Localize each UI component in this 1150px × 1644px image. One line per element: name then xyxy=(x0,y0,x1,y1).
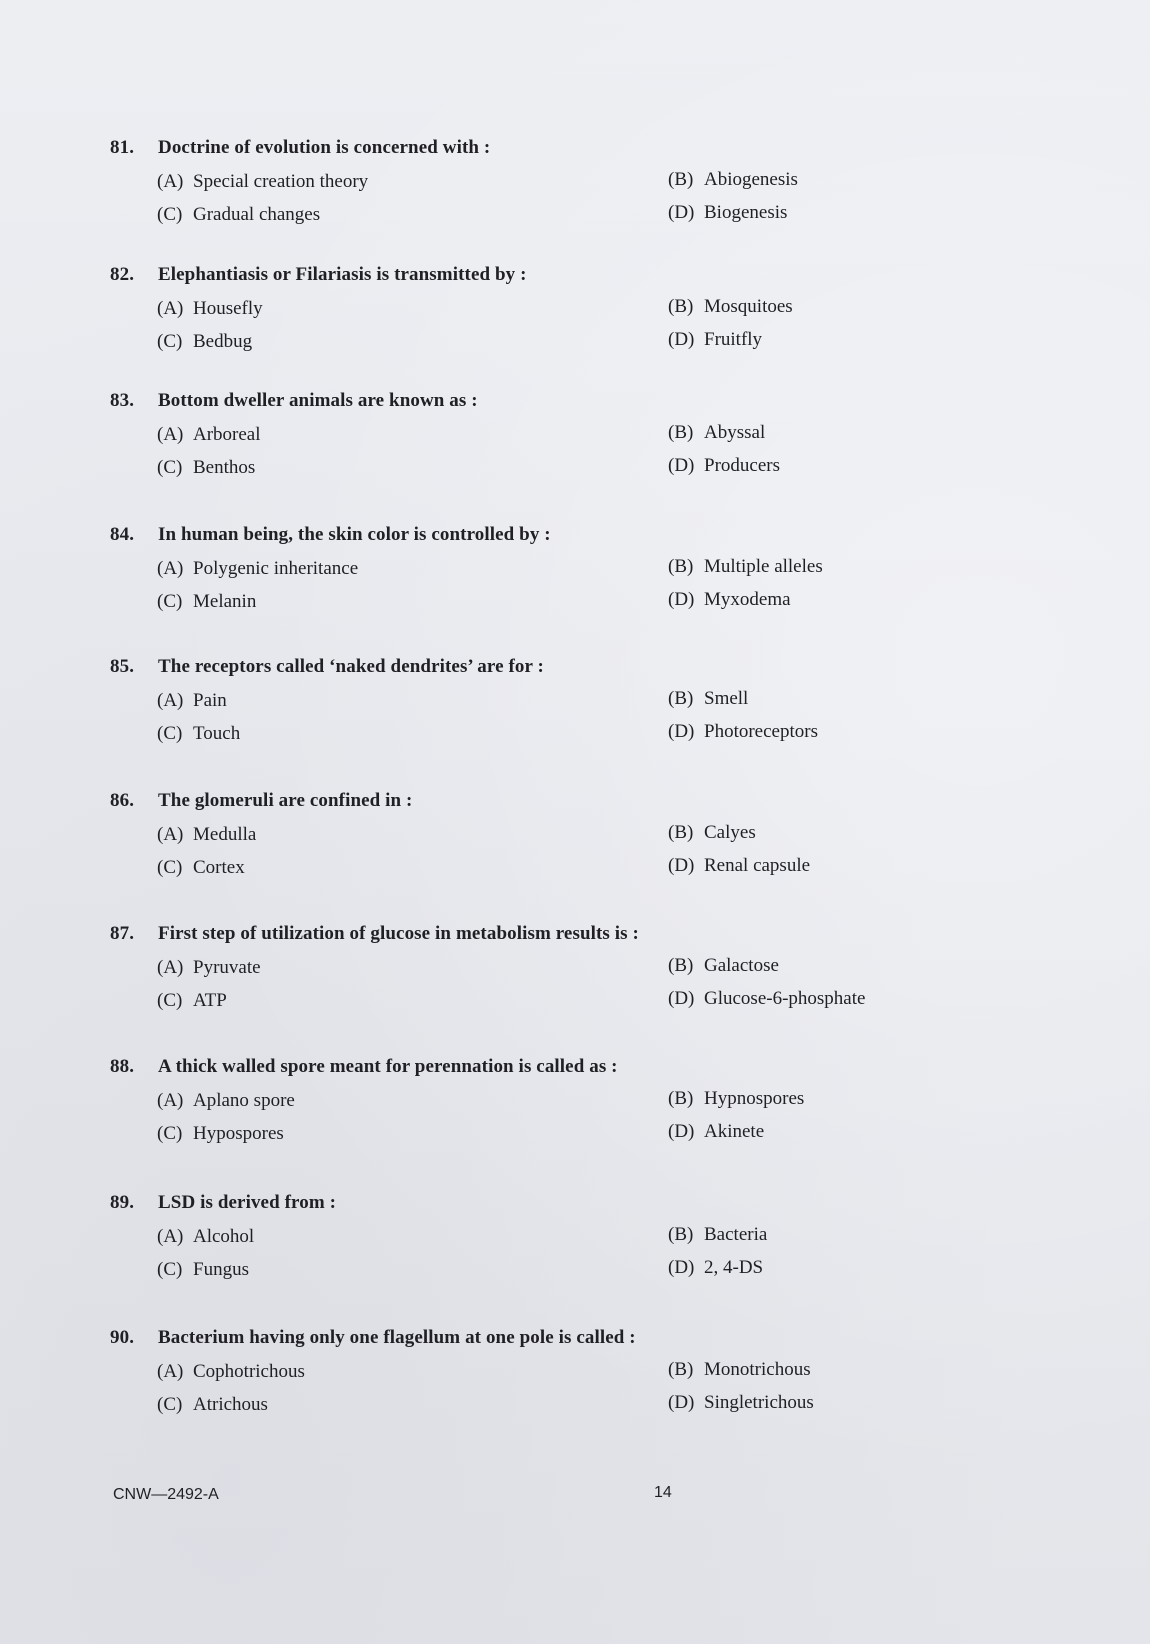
question-number: 84. xyxy=(110,524,135,545)
option-letter: (A) xyxy=(157,558,184,579)
option-a xyxy=(157,1226,254,1248)
option-text: Calyes xyxy=(704,822,756,843)
option-text: Galactose xyxy=(704,955,779,976)
option-letter: (C) xyxy=(157,1259,183,1280)
question-stem xyxy=(110,923,639,945)
option-letter: (D) xyxy=(668,202,695,223)
option-text: 2, 4-DS xyxy=(704,1257,764,1278)
question-text: The receptors called ‘naked dendrites’ are for : xyxy=(158,656,544,677)
option-d xyxy=(668,1392,814,1414)
option-letter: (B) xyxy=(668,1088,694,1109)
option-letter: (C) xyxy=(157,331,183,352)
option-text: Akinete xyxy=(704,1121,765,1142)
option-letter: (A) xyxy=(157,690,184,711)
option-letter: (D) xyxy=(668,455,695,476)
option-text: Cophotrichous xyxy=(193,1361,305,1382)
option-letter: (B) xyxy=(668,688,694,709)
question-text: A thick walled spore meant for perennation is called as : xyxy=(158,1056,618,1077)
option-b xyxy=(668,822,756,844)
question-stem xyxy=(110,264,527,286)
option-letter: (D) xyxy=(668,329,695,350)
option-b xyxy=(668,1359,811,1381)
option-text: Atrichous xyxy=(193,1394,268,1415)
option-letter: (C) xyxy=(157,990,183,1011)
question-text: Bottom dweller animals are known as : xyxy=(158,390,478,411)
option-text: Housefly xyxy=(193,298,263,319)
option-letter: (B) xyxy=(668,556,694,577)
option-letter: (D) xyxy=(668,589,695,610)
option-d xyxy=(668,329,762,351)
option-text: Touch xyxy=(193,723,241,744)
option-letter: (B) xyxy=(668,296,694,317)
question-number: 89. xyxy=(110,1192,135,1213)
question-number: 81. xyxy=(110,137,135,158)
question-text: Doctrine of evolution is concerned with : xyxy=(158,137,491,158)
option-letter: (D) xyxy=(668,988,695,1009)
option-b xyxy=(668,422,765,444)
option-letter: (C) xyxy=(157,857,183,878)
question-number: 86. xyxy=(110,790,135,811)
option-text: Aplano spore xyxy=(193,1090,295,1111)
question-text: The glomeruli are confined in : xyxy=(158,790,413,811)
option-text: Arboreal xyxy=(193,424,261,445)
question-stem xyxy=(110,790,413,812)
option-text: Myxodema xyxy=(704,589,791,610)
question-stem xyxy=(110,1056,618,1078)
option-letter: (A) xyxy=(157,1361,184,1382)
option-text: ATP xyxy=(193,990,227,1011)
question-number: 83. xyxy=(110,390,135,411)
option-letter: (A) xyxy=(157,824,184,845)
question-stem xyxy=(110,1327,636,1349)
option-b xyxy=(668,556,823,578)
question-text: Bacterium having only one flagellum at one pole is called : xyxy=(158,1327,636,1348)
option-b xyxy=(668,169,798,191)
question-stem xyxy=(110,524,551,546)
option-letter: (C) xyxy=(157,457,183,478)
option-letter: (B) xyxy=(668,822,694,843)
option-letter: (B) xyxy=(668,169,694,190)
option-b xyxy=(668,1088,804,1110)
option-a xyxy=(157,957,261,979)
option-text: Polygenic inheritance xyxy=(193,558,359,579)
option-d xyxy=(668,721,818,743)
option-letter: (A) xyxy=(157,1226,184,1247)
option-a xyxy=(157,690,227,712)
option-d xyxy=(668,988,865,1010)
option-text: Gradual changes xyxy=(193,204,321,225)
option-letter: (C) xyxy=(157,591,183,612)
option-text: Pyruvate xyxy=(193,957,261,978)
option-a xyxy=(157,424,261,446)
question-number: 88. xyxy=(110,1056,135,1077)
option-d xyxy=(668,202,787,224)
option-d xyxy=(668,589,791,611)
option-text: Fruitfly xyxy=(704,329,763,350)
option-c xyxy=(157,331,252,353)
option-letter: (B) xyxy=(668,955,694,976)
option-letter: (C) xyxy=(157,204,183,225)
option-text: Special creation theory xyxy=(193,171,369,192)
option-letter: (B) xyxy=(668,1359,694,1380)
option-letter: (C) xyxy=(157,1394,183,1415)
option-text: Photoreceptors xyxy=(704,721,818,742)
question-stem xyxy=(110,137,490,159)
question-text: First step of utilization of glucose in metabolism results is : xyxy=(158,923,639,944)
question-stem xyxy=(110,390,478,412)
option-letter: (B) xyxy=(668,422,694,443)
option-b xyxy=(668,688,748,710)
option-a xyxy=(157,1090,295,1112)
option-text: Monotrichous xyxy=(704,1359,811,1380)
option-text: Producers xyxy=(704,455,780,476)
option-c xyxy=(157,1394,268,1416)
option-letter: (B) xyxy=(668,1224,694,1245)
question-number: 82. xyxy=(110,264,135,285)
option-b xyxy=(668,296,793,318)
option-text: Alcohol xyxy=(193,1226,255,1247)
option-text: Fungus xyxy=(193,1259,249,1280)
option-d xyxy=(668,1121,764,1143)
option-letter: (D) xyxy=(668,1121,695,1142)
option-letter: (D) xyxy=(668,1392,695,1413)
question-stem xyxy=(110,656,544,678)
option-text: Glucose-6-phosphate xyxy=(704,988,866,1009)
option-c xyxy=(157,457,255,479)
option-text: Bedbug xyxy=(193,331,253,352)
option-d xyxy=(668,855,810,877)
option-text: Bacteria xyxy=(704,1224,768,1245)
option-c xyxy=(157,990,227,1012)
question-text: LSD is derived from : xyxy=(158,1192,337,1213)
option-text: Medulla xyxy=(193,824,257,845)
option-c xyxy=(157,1259,249,1281)
option-text: Cortex xyxy=(193,857,245,878)
option-text: Biogenesis xyxy=(704,202,788,223)
option-b xyxy=(668,1224,767,1246)
question-text: Elephantiasis or Filariasis is transmitted by : xyxy=(158,264,527,285)
option-a xyxy=(157,171,368,193)
option-letter: (A) xyxy=(157,1090,184,1111)
option-c xyxy=(157,204,320,226)
question-number: 90. xyxy=(110,1327,135,1348)
option-letter: (D) xyxy=(668,721,695,742)
option-text: Benthos xyxy=(193,457,256,478)
option-text: Abiogenesis xyxy=(704,169,798,190)
option-text: Abyssal xyxy=(704,422,766,443)
option-a xyxy=(157,824,256,846)
option-letter: (A) xyxy=(157,424,184,445)
option-c xyxy=(157,1123,284,1145)
option-text: Multiple alleles xyxy=(704,556,823,577)
option-text: Renal capsule xyxy=(704,855,811,876)
option-text: Singletrichous xyxy=(704,1392,814,1413)
page-number: 14 xyxy=(654,1484,672,1501)
option-a xyxy=(157,1361,305,1383)
option-d xyxy=(668,1257,763,1279)
option-text: Hypnospores xyxy=(704,1088,805,1109)
option-text: Melanin xyxy=(193,591,257,612)
option-b xyxy=(668,955,779,977)
question-number: 87. xyxy=(110,923,135,944)
option-letter: (A) xyxy=(157,171,184,192)
option-letter: (D) xyxy=(668,1257,695,1278)
option-c xyxy=(157,591,256,613)
option-a xyxy=(157,298,263,320)
question-text: In human being, the skin color is controlled by : xyxy=(158,524,551,545)
option-text: Pain xyxy=(193,690,227,711)
option-a xyxy=(157,558,358,580)
option-letter: (C) xyxy=(157,723,183,744)
option-text: Smell xyxy=(704,688,749,709)
option-text: Mosquitoes xyxy=(704,296,793,317)
option-text: Hypospores xyxy=(193,1123,284,1144)
option-letter: (A) xyxy=(157,298,184,319)
option-letter: (D) xyxy=(668,855,695,876)
question-stem xyxy=(110,1192,336,1214)
option-c xyxy=(157,723,240,745)
option-c xyxy=(157,857,245,879)
document-code: CNW—2492-A xyxy=(113,1486,219,1503)
question-number: 85. xyxy=(110,656,135,677)
option-letter: (C) xyxy=(157,1123,183,1144)
option-d xyxy=(668,455,780,477)
option-letter: (A) xyxy=(157,957,184,978)
